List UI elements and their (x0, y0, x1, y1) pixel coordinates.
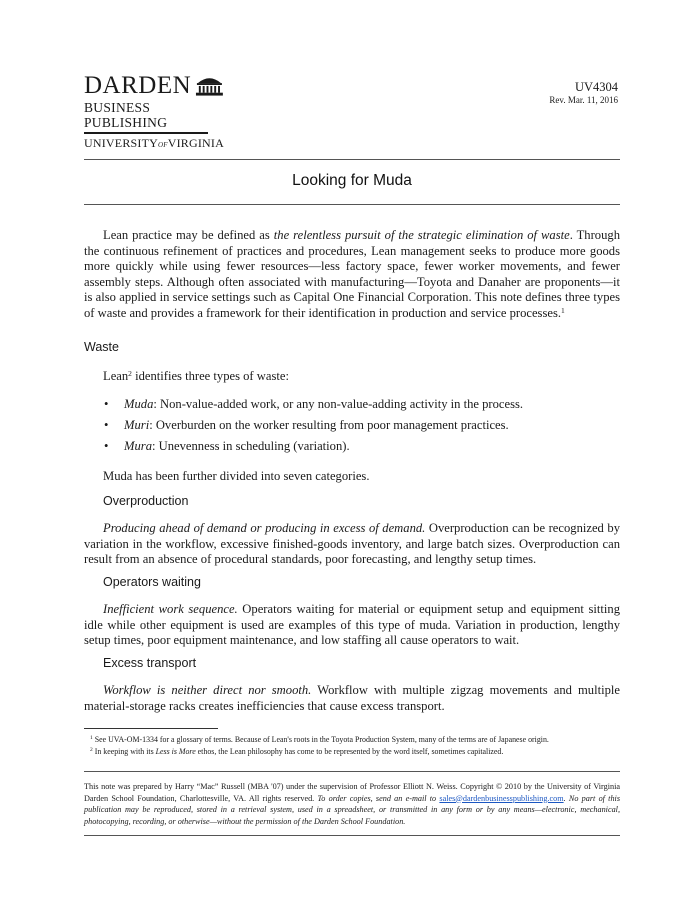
title-rule-top (84, 159, 620, 160)
intro-paragraph: Lean practice may be defined as the relentless pursuit of the strategic elimination of waste. Through the continuous refinement of practices and procedures, Lean management seeks to produce more goods more quickly while using fewer resources—less factory space, fewer worker movements, and fewer assembly steps. Although often associated with manufacturing—Toyota and Danaher are proponents—it is also applied in service settings such as Capital One Financial Corporation. This note defines three types of waste and provides a framework for their identification in production and service processes.$^1$ (84, 228, 620, 320)
subheading-overproduction: Overproduction (103, 494, 189, 508)
operators-waiting-paragraph: Inefficient work sequence. Operators waiting for material or equipment setup and equipment sitting idle while other equipment is used are examples of this type of muda. Variation in production, lengthy setup times, poor equipment maintenance, and low staffing all cause operators to wait. (84, 602, 620, 647)
logo-university: UNIVERSITYofVIRGINIA (84, 136, 224, 150)
footnote-ref-2[interactable]: 2 (128, 369, 132, 378)
copyright-notice: This note was prepared by Harry “Mac” Russell (MBA '07) under the supervision of Professor Elliott N. Weiss. Copyright © 2010 by the University of Virginia Darden School Foundation, Charlottesville, VA. All rights reserved. To order copies, send an e-mail to sales@dardenbusinesspublishing.com. No part of this publication may be reproduced, stored in a retrieval system, used in a spreadsheet, or transmitted in any form or by any means—electronic, mechanical, photocopying, recording, or otherwise—without the permission of the Darden School Foundation. (84, 782, 621, 826)
list-item: • Muri: Overburden on the worker resulting from poor management practices. (104, 418, 523, 439)
sales-email-link[interactable]: sales@dardenbusinesspublishing.com (439, 793, 564, 803)
overproduction-paragraph: Producing ahead of demand or producing in excess of demand. Overproduction can be recognized by variation in the workflow, excessive finished-goods inventory, and large batch sizes. Overproduction can result from an absence of procedural standards, poor forecasting, and lengthy setup times. (84, 521, 620, 566)
waste-types-list (104, 397, 523, 460)
case-identifier (549, 80, 618, 106)
bullet-icon: • (104, 397, 109, 411)
footnote-separator (84, 728, 218, 729)
subheading-excess-transport: Excess transport (103, 656, 197, 670)
footnotes (90, 734, 620, 758)
title-rule-bottom (84, 204, 620, 205)
rotunda-icon (195, 74, 224, 96)
footnote-1: $^1$ See UVA-OM-1334 for a glossary of terms. Because of Lean's roots in the Toyota Production System, many of the terms are of Japanese origin. (90, 735, 549, 744)
waste-lead: Lean$^2$ identifies three types of waste: (103, 369, 289, 383)
logo-divider (84, 132, 208, 134)
excess-transport-paragraph: Workflow is neither direct nor smooth. Workflow with multiple zigzag movements and multiple material-storage racks creates inefficiencies that cause excess transport. (84, 683, 620, 713)
footnote-ref-1[interactable]: 1 (561, 305, 565, 315)
list-item: • Mura: Unevenness in scheduling (variation). (104, 439, 523, 460)
logo-darden-text: DARDEN (84, 72, 192, 99)
waste-categories-sentence: Muda has been further divided into seven categories. (103, 469, 370, 483)
logo-business-publishing: BUSINESS PUBLISHING (84, 100, 168, 130)
notice-rule-bottom (84, 835, 620, 836)
page-title: Looking for Muda (292, 172, 412, 189)
footnote-2: $^2$ In keeping with its Less is More ethos, the Lean philosophy has come to be represented by the word itself, sometimes capitalized. (90, 747, 504, 756)
subheading-operators-waiting: Operators waiting (103, 575, 201, 589)
section-heading-waste: Waste (84, 340, 119, 354)
darden-logo (84, 74, 224, 152)
case-number: UV4304 (574, 80, 618, 94)
bullet-icon: • (104, 439, 109, 453)
revision-date: Rev. Mar. 11, 2016 (549, 95, 618, 105)
bullet-icon: • (104, 418, 109, 432)
list-item: • Muda: Non-value-added work, or any non-value-adding activity in the process. (104, 397, 523, 418)
notice-rule-top (84, 771, 620, 772)
